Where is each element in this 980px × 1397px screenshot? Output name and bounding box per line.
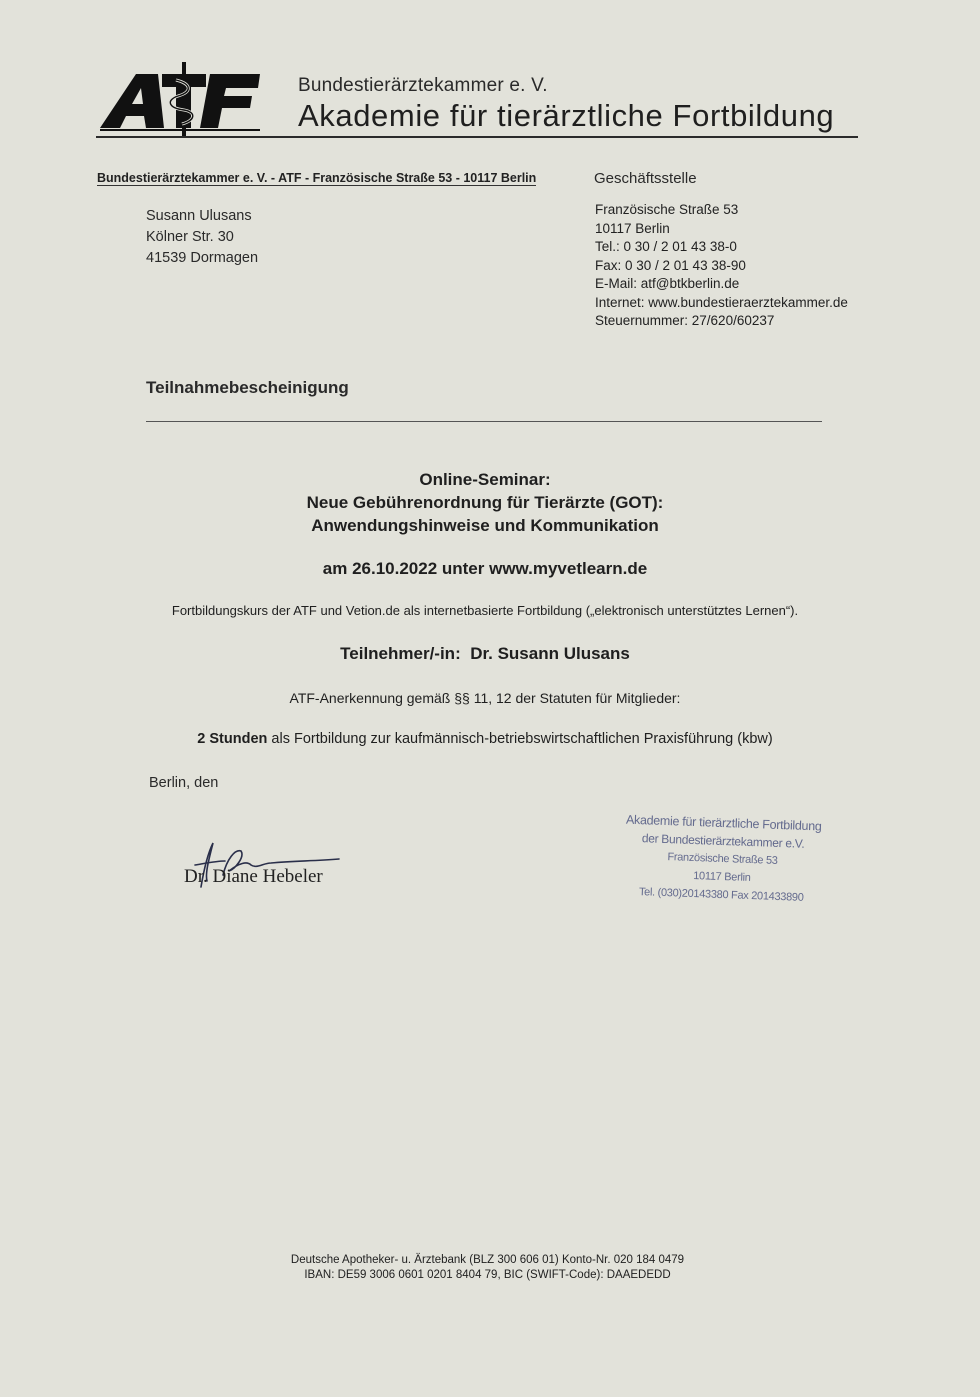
seminar-title (0, 468, 970, 537)
hours-amount: 2 Stunden (197, 731, 268, 747)
footer-line-1: Deutsche Apotheker- u. Ärztebank (BLZ 300 606 01) Konto-Nr. 020 184 0479 (290, 1254, 685, 1266)
participant (0, 644, 970, 664)
seminar-line-2: Neue Gebührenordnung für Tierärzte (GOT): (306, 493, 664, 512)
office-street: Französische Straße 53 (595, 202, 739, 217)
stamp-line-4: 10117 Berlin (692, 869, 751, 884)
office-contact (595, 201, 848, 331)
org-name: Bundestierärztekammer e. V. (298, 75, 548, 96)
recipient-address (146, 206, 258, 269)
office-phone: Tel.: 0 30 / 2 01 43 38-0 (595, 239, 737, 254)
recipient-city: 41539 Dormagen (146, 250, 259, 266)
footer-line-2: IBAN: DE59 3006 0601 0201 8404 79, BIC (SWIFT-Code): DAAEDEDD (304, 1269, 671, 1281)
stamp-line-5: Tel. (030)20143380 Fax 201433890 (638, 886, 804, 904)
stamp-line-3: Französische Straße 53 (667, 851, 778, 867)
recognition-text: ATF-Anerkennung gemäß §§ 11, 12 der Statuten für Mitglieder: (289, 690, 681, 706)
place-date: Berlin, den (149, 775, 219, 791)
office-email: E-Mail: atf@btkberlin.de (595, 276, 740, 291)
participant-name: Dr. Susann Ulusans (470, 644, 630, 663)
office-fax: Fax: 0 30 / 2 01 43 38-90 (595, 257, 746, 273)
bank-footer (0, 1253, 975, 1283)
course-note: Fortbildungskurs der ATF und Vetion.de als internetbasierte Fortbildung („elektronisch unterstütztes Lernen“). (171, 603, 799, 618)
document-title: Teilnahmebescheinigung (146, 378, 349, 397)
hours-text: als Fortbildung zur kaufmännisch-betriebswirtschaftlichen Praxisführung (kbw) (271, 731, 773, 747)
seminar-line-3: Anwendungshinweise und Kommunikation (311, 516, 659, 535)
seminar-date: am 26.10.2022 unter www.myvetlearn.de (322, 559, 648, 578)
participant-label: Teilnehmer/-in: (340, 644, 461, 663)
office-city: 10117 Berlin (595, 220, 670, 236)
office-tax-number: Steuernummer: 27/620/60237 (595, 313, 775, 328)
atf-logo (96, 60, 264, 140)
seminar-line-1: Online-Seminar: (419, 470, 551, 489)
hours-line (0, 731, 970, 747)
institution-stamp (618, 810, 826, 907)
sender-line: Bundestierärztekammer e. V. - ATF - Französische Straße 53 - 10117 Berlin (97, 171, 537, 185)
signatory-name: Dr. Diane Hebeler (184, 866, 323, 887)
recipient-street: Kölner Str. 30 (146, 229, 234, 245)
stamp-line-1: Akademie für tierärztliche Fortbildung (625, 812, 822, 834)
header-divider (96, 136, 858, 138)
academy-name: Akademie für tierärztliche Fortbildung (298, 98, 835, 133)
office-title: Geschäftsstelle (594, 170, 697, 187)
stamp-line-2: der Bundestierärztekammer e.V. (641, 831, 805, 851)
recipient-name: Susann Ulusans (146, 208, 252, 224)
title-divider (146, 421, 822, 422)
office-internet: Internet: www.bundestieraerztekammer.de (595, 294, 848, 310)
